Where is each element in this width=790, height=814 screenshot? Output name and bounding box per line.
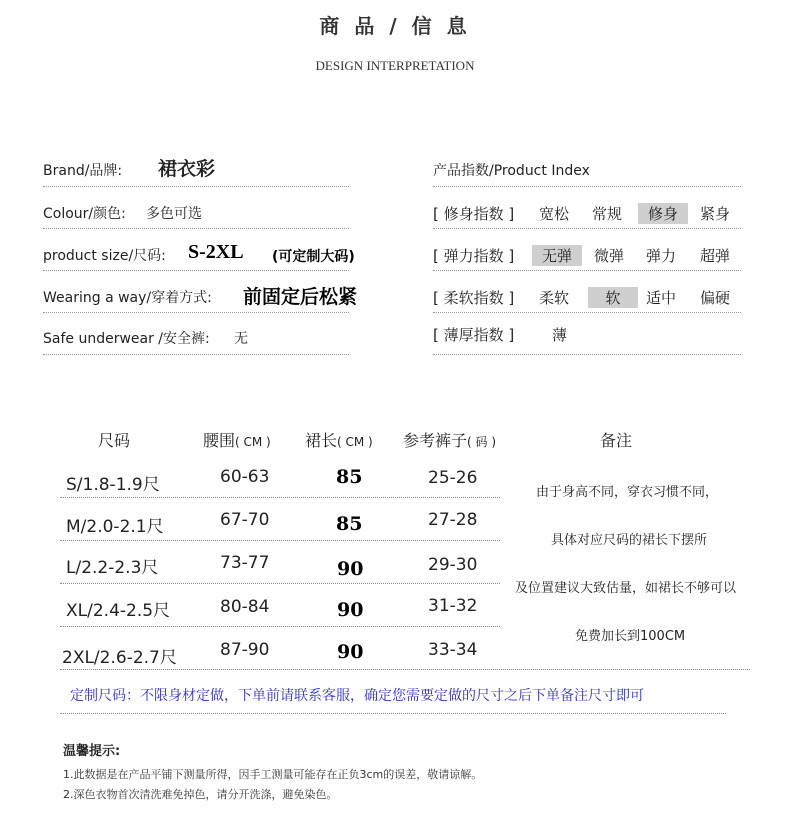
- colour-value: 多色可选: [146, 206, 202, 222]
- tips-title: 温馨提示:: [63, 744, 121, 759]
- pants-cell: 25-26: [428, 468, 478, 488]
- waist-cell: 60-63: [220, 467, 270, 487]
- product-index-heading: 产品指数/Product Index: [433, 163, 590, 179]
- softness-option: 适中: [646, 289, 677, 307]
- size-note: (可定制大码): [272, 249, 355, 265]
- fit-option-selected: 修身: [638, 203, 688, 224]
- thickness-index-label: [ 薄厚指数 ]: [433, 326, 515, 344]
- softness-option-selected: 软: [588, 287, 638, 308]
- divider: [43, 270, 349, 271]
- divider: [43, 312, 349, 313]
- row-divider: [60, 626, 500, 627]
- size-cell: 2XL/2.6-2.7尺: [62, 648, 177, 668]
- stretch-option-selected: 无弹: [532, 245, 582, 266]
- size-cell: L/2.2-2.3尺: [66, 558, 159, 578]
- waist-cell: 67-70: [220, 510, 270, 530]
- size-header: 尺码: [98, 431, 131, 450]
- divider: [43, 228, 349, 229]
- length-cell: 90: [337, 558, 364, 580]
- fit-option: 紧身: [700, 205, 731, 223]
- pants-cell: 31-32: [428, 596, 478, 616]
- custom-size-note: 定制尺码：不限身材定做，下单前请联系客服，确定您需要定做的尺寸之后下单备注尺寸即可: [70, 688, 644, 704]
- size-cell: M/2.0-2.1尺: [66, 517, 164, 537]
- stretch-option: 弹力: [646, 247, 677, 265]
- remark-header: 备注: [600, 431, 633, 450]
- row-divider: [60, 669, 750, 670]
- stretch-option: 微弹: [594, 247, 625, 265]
- pants-cell: 29-30: [428, 555, 478, 575]
- page-subtitle: DESIGN INTERPRETATION: [315, 58, 475, 73]
- length-cell: 90: [337, 599, 364, 621]
- softness-option: 柔软: [539, 289, 570, 307]
- softness-option: 偏硬: [700, 289, 731, 307]
- divider: [433, 312, 741, 313]
- remark-line: 由于身高不同，穿衣习惯不同，: [536, 485, 719, 500]
- divider: [43, 354, 349, 355]
- thickness-option: 薄: [552, 326, 568, 344]
- row-divider: [60, 497, 500, 498]
- safe-label: Safe underwear /安全裤:: [43, 331, 210, 347]
- fit-index-label: [ 修身指数 ]: [433, 205, 515, 223]
- size-value: S-2XL: [188, 241, 244, 263]
- size-cell: XL/2.4-2.5尺: [66, 601, 171, 621]
- pants-cell: 33-34: [428, 640, 478, 660]
- softness-index-label: [ 柔软指数 ]: [433, 289, 515, 307]
- brand-label: Brand/品牌:: [43, 163, 123, 179]
- waist-cell: 87-90: [220, 640, 270, 660]
- divider: [433, 228, 741, 229]
- wear-label: Wearing a way/穿着方式:: [43, 290, 212, 306]
- waist-header: 腰围( CM ): [203, 431, 271, 450]
- divider: [43, 186, 349, 187]
- fit-option: 宽松: [539, 205, 570, 223]
- length-cell: 85: [336, 513, 363, 535]
- length-cell: 85: [336, 466, 363, 488]
- tips-line: 1.此数据是在产品平铺下测量所得，因手工测量可能存在正负3cm的误差，敬请谅解。: [63, 768, 483, 781]
- remark-line: 具体对应尺码的裙长下摆所: [551, 533, 708, 548]
- brand-value: 裙衣彩: [158, 158, 216, 180]
- row-divider: [60, 540, 500, 541]
- waist-cell: 80-84: [220, 597, 270, 617]
- divider: [433, 354, 741, 355]
- safe-value: 无: [234, 331, 248, 347]
- divider: [433, 186, 741, 187]
- remark-line: 及位置建议大致估量，如裙长不够可以: [515, 581, 737, 596]
- tips-line: 2.深色衣物首次清洗难免掉色，请分开洗涤，避免染色。: [63, 788, 338, 801]
- stretch-index-label: [ 弹力指数 ]: [433, 247, 515, 265]
- page-title: 商 品 / 信 息: [319, 14, 471, 38]
- row-divider: [60, 583, 500, 584]
- stretch-option: 超弹: [700, 247, 731, 265]
- length-header: 裙长( CM ): [305, 431, 373, 450]
- fit-option: 常规: [592, 205, 623, 223]
- colour-label: Colour/颜色:: [43, 206, 126, 222]
- length-cell: 90: [337, 641, 364, 663]
- pants-cell: 27-28: [428, 510, 478, 530]
- waist-cell: 73-77: [220, 553, 270, 573]
- pants-header: 参考裤子( 码 ): [403, 431, 497, 450]
- row-divider: [60, 713, 726, 714]
- size-label: product size/尺码:: [43, 248, 166, 264]
- wear-value: 前固定后松紧: [243, 286, 358, 308]
- size-cell: S/1.8-1.9尺: [66, 475, 160, 495]
- remark-line: 免费加长到100CM: [575, 629, 686, 644]
- divider: [433, 270, 741, 271]
